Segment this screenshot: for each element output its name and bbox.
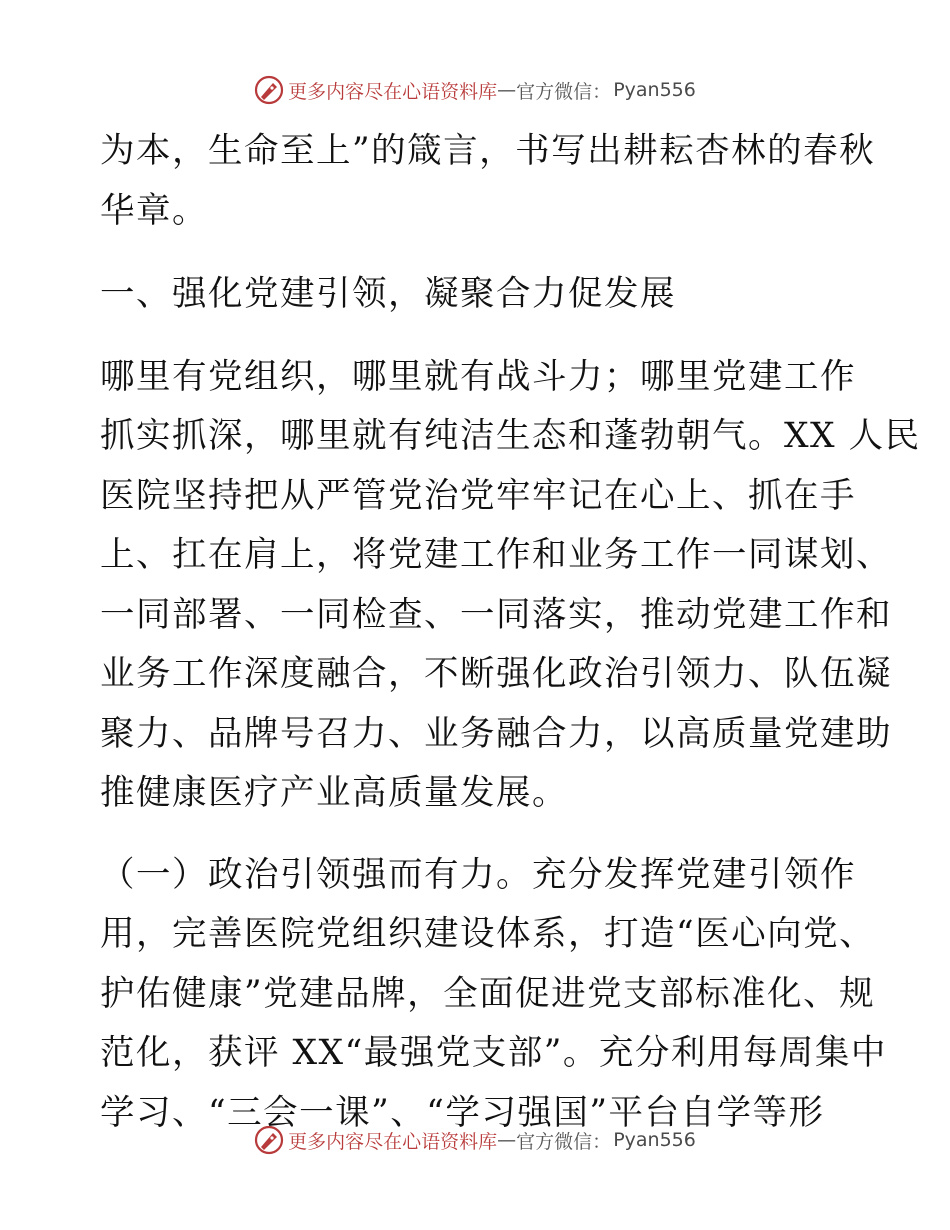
banner-label: 官方微信： xyxy=(516,1130,612,1153)
text-line: （一）政治引领强而有力。充分发挥党建引领作 xyxy=(100,854,856,895)
text-line: 医院坚持把从严管党治党牢牢记在心上、抓在手 xyxy=(100,475,856,516)
footer-banner xyxy=(0,1122,950,1158)
banner-label: 官方微信： xyxy=(516,80,612,103)
pen-nib-logo-icon xyxy=(254,75,284,105)
banner-text: 更多内容尽在心语资料库 xyxy=(288,1130,498,1153)
banner-text: 更多内容尽在心语资料库 xyxy=(288,80,498,103)
banner-wechat-id: Pyan556 xyxy=(613,1129,696,1151)
text-line: 护佑健康”党建品牌，全面促进党支部标准化、规 xyxy=(100,973,876,1014)
text-line: 范化，获评 XX“最强党支部”。充分利用每周集中 xyxy=(100,1033,887,1073)
header-banner xyxy=(0,72,950,108)
banner-dash: — xyxy=(497,1129,517,1151)
text-line: 华章。 xyxy=(100,190,208,231)
text-line: 抓实抓深，哪里就有纯洁生态和蓬勃朝气。XX 人民 xyxy=(100,416,921,456)
text-line: 用，完善医院党组织建设体系，打造“医心向党、 xyxy=(100,914,876,954)
text-line: 推健康医疗产业高质量发展。 xyxy=(100,773,568,813)
banner-wechat-id: Pyan556 xyxy=(613,79,696,101)
text-line: 聚力、品牌号召力、业务融合力，以高质量党建助 xyxy=(100,713,892,754)
paragraph-continuation xyxy=(100,122,876,241)
banner-dash: — xyxy=(497,79,517,101)
text-line: 为本，生命至上”的箴言，书写出耕耘杏林的春秋 xyxy=(100,131,876,171)
text-line: 上、扛在肩上，将党建工作和业务工作一同谋划、 xyxy=(100,535,892,575)
text-line: 业务工作深度融合，不断强化政治引领力、队伍凝 xyxy=(100,654,892,694)
subsection-paragraph xyxy=(100,846,887,1144)
section-heading-text: 一、强化党建引领，凝聚合力促发展 xyxy=(100,274,676,314)
text-line: 学习、“三会一课”、“学习强国”平台自学等形 xyxy=(100,1092,825,1133)
section-heading xyxy=(100,265,860,325)
pen-nib-logo-icon xyxy=(254,1125,284,1155)
text-line: 一同部署、一同检查、一同落实，推动党建工作和 xyxy=(100,594,892,635)
text-line: 哪里有党组织，哪里就有战斗力；哪里党建工作 xyxy=(100,356,856,397)
paragraph xyxy=(100,348,921,824)
document-body xyxy=(100,122,921,1143)
